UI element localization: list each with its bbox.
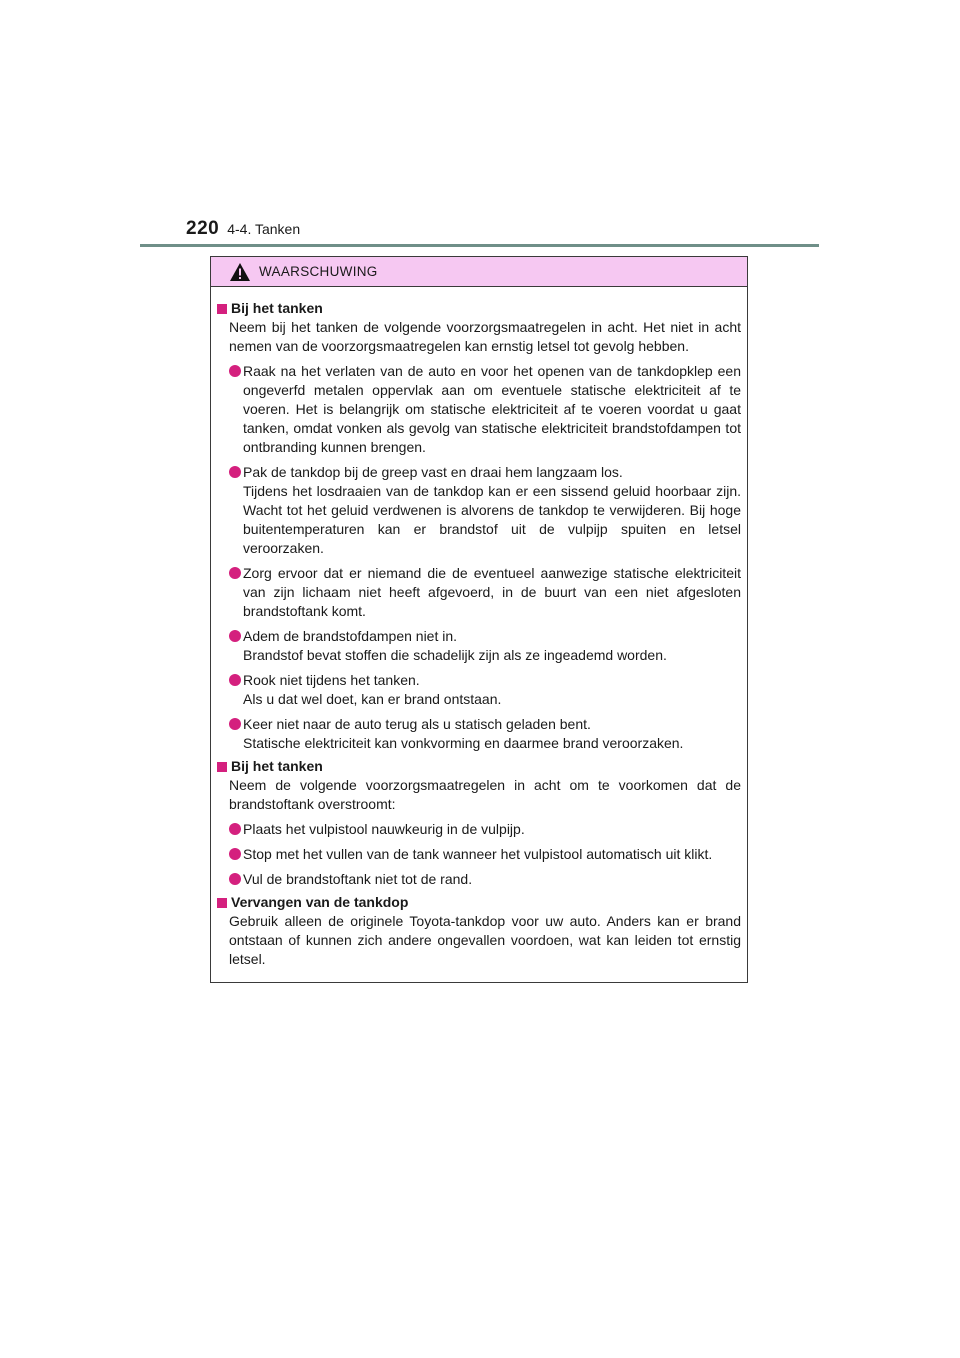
round-bullet-icon (229, 873, 241, 885)
square-bullet-icon (217, 304, 227, 314)
list-item-text (243, 463, 741, 558)
list-item (229, 627, 741, 665)
list-item (229, 671, 741, 709)
list-item-paragraph: Raak na het verlaten van de auto en voor het openen van de tankdopklep een ongeverfd metalen oppervlak aan om eventuele statische elektriciteit af te voeren. Het is belangrijk om statische elektriciteit af te voeren voordat u gaat tanken, omdat vonken als gevolg van statische elektriciteit brandstofdampen tot ontbranding kunnen brengen. (243, 363, 741, 455)
round-bullet-icon (229, 848, 241, 860)
round-bullet-icon (229, 674, 241, 686)
round-bullet-icon (229, 365, 241, 377)
warning-body (211, 287, 747, 969)
list-item-text (243, 671, 741, 709)
section-heading (217, 893, 741, 912)
section-heading-text: Vervangen van de tankdop (231, 894, 409, 910)
section-heading-text: Bij het tanken (231, 300, 323, 316)
list-item-text (243, 564, 741, 621)
warning-section (217, 299, 741, 753)
list-item (229, 362, 741, 457)
warning-section (217, 893, 741, 969)
list-item-paragraph: Als u dat wel doet, kan er brand ontstaan. (243, 691, 502, 707)
round-bullet-icon (229, 466, 241, 478)
page-header (186, 218, 300, 242)
section-intro: Neem de volgende voorzorgsmaatregelen in acht om te voorkomen dat de brandstoftank overstroomt: (229, 777, 741, 812)
list-item-paragraph: Pak de tankdop bij de greep vast en draai hem langzaam los. (243, 464, 623, 480)
warning-header (211, 257, 747, 287)
section-intro: Gebruik alleen de originele Toyota-tankdop voor uw auto. Anders kan er brand ontstaan of kunnen zich andere ongevallen voordoen, wat kan leiden tot ernstig letsel. (229, 913, 741, 967)
round-bullet-icon (229, 718, 241, 730)
list-item (229, 870, 741, 889)
list-item-paragraph: Keer niet naar de auto terug als u statisch geladen bent. (243, 716, 591, 732)
list-item (229, 463, 741, 558)
list-item-paragraph: Brandstof bevat stoffen die schadelijk zijn als ze ingeademd worden. (243, 647, 667, 663)
list-item-paragraph: Zorg ervoor dat er niemand die de eventueel aanwezige statische elektriciteit van zijn lichaam niet heeft afgevoerd, in de buurt van een niet afgesloten brandstoftank komt. (243, 565, 741, 619)
list-item (229, 820, 741, 839)
list-item (229, 564, 741, 621)
warning-triangle-icon (229, 262, 251, 282)
round-bullet-icon (229, 823, 241, 835)
header-rule (140, 244, 819, 247)
list-item-paragraph: Stop met het vullen van de tank wanneer het vulpistool automatisch uit klikt. (243, 846, 713, 862)
warning-box (210, 256, 748, 983)
list-item-text (243, 870, 741, 889)
list-item-paragraph: Tijdens het losdraaien van de tankdop kan er een sissend geluid hoorbaar zijn. Wacht tot het geluid verdwenen is alvorens de tankdop te verwijderen. Bij hoge buitentemperaturen kan er brandstof uit de vulpijp spuiten en letsel veroorzaken. (243, 483, 741, 556)
list-item-paragraph: Rook niet tijdens het tanken. (243, 672, 420, 688)
square-bullet-icon (217, 898, 227, 908)
round-bullet-icon (229, 567, 241, 579)
warning-title: WAARSCHUWING (259, 264, 378, 279)
list-item-paragraph: Statische elektriciteit kan vonkvorming en daarmee brand veroorzaken. (243, 735, 684, 751)
list-item-paragraph: Vul de brandstoftank niet tot de rand. (243, 871, 473, 887)
list-item-text (243, 845, 741, 864)
warning-section (217, 757, 741, 889)
list-item-paragraph: Adem de brandstofdampen niet in. (243, 628, 458, 644)
list-item-text (243, 627, 741, 665)
list-item (229, 845, 741, 864)
section-title: 4-4. Tanken (227, 221, 301, 237)
section-intro: Neem bij het tanken de volgende voorzorgsmaatregelen in acht. Het niet in acht nemen van de voorzorgsmaatregelen kan ernstig letsel tot gevolg hebben. (229, 319, 741, 354)
round-bullet-icon (229, 630, 241, 642)
square-bullet-icon (217, 762, 227, 772)
list-item-text (243, 820, 741, 839)
section-heading (217, 299, 741, 318)
section-heading (217, 757, 741, 776)
list-item (229, 715, 741, 753)
page-number: 220 (186, 218, 220, 239)
list-item-paragraph: Plaats het vulpistool nauwkeurig in de vulpijp. (243, 821, 525, 837)
list-item-text (243, 715, 741, 753)
list-item-text (243, 362, 741, 457)
section-heading-text: Bij het tanken (231, 758, 323, 774)
